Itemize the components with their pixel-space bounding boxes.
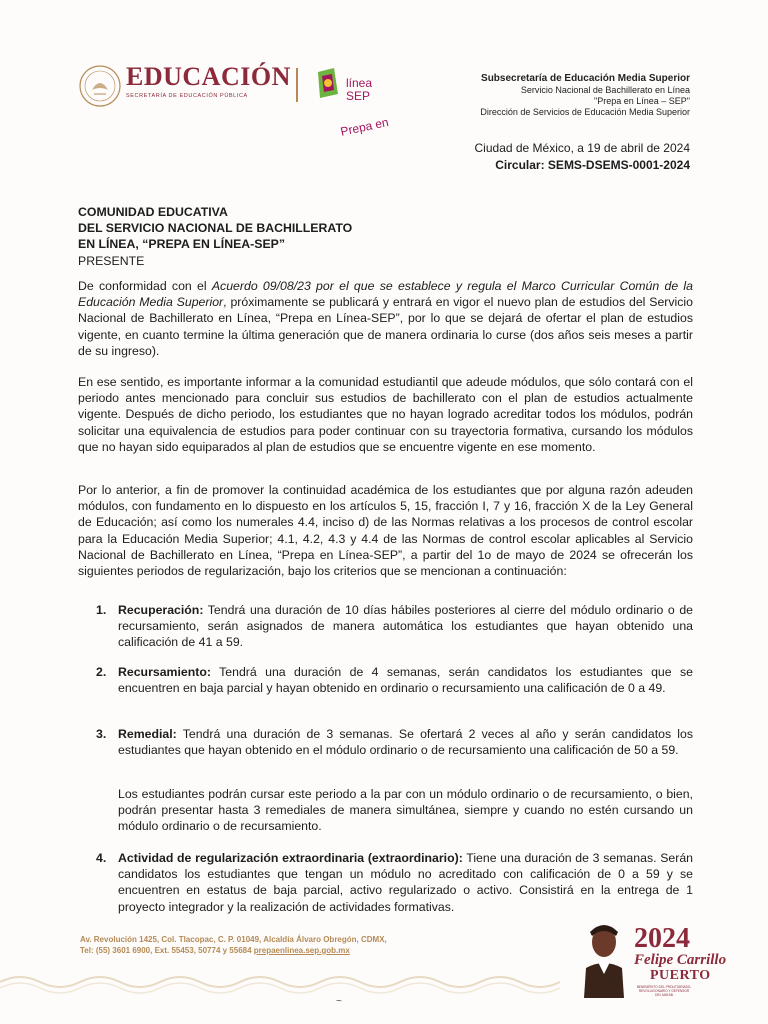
emblem-surname: PUERTO bbox=[650, 968, 711, 983]
prepa-logo-line-2: línea bbox=[346, 76, 373, 90]
paragraph-3: Por lo anterior, a fin de promover la continuidad académica de los estudiantes que por alguna razón adeuden módulos, con fundamento en lo dispuesto en los artículos 5, 15, fracción I, 7 y 16, fracción X de la Ley General de Educación; así como los numerales 4.4, inciso d) de las Normas relativas a los procesos de control escolar para la Educación Media Superior; 4.1, 4.2, 4.3 y 4.4 de las Normas de control escolar aplicables al Servicio Nacional de Bachillerato en Línea, “Prepa en Línea-SEP”, a partir del 1o de mayo de 2024 se ofrecerán los siguientes periodos de regularización, bajo los criterios que se mencionan a continuación: bbox=[78, 483, 693, 579]
list-item bbox=[96, 850, 693, 915]
list-item-text: Tendrá una duración de 10 días hábiles posteriores al cierre del módulo ordinario o de recursamiento, serán asignados de manera automática los estudiantes que hayan obtenido una calificación de 41 a 59. bbox=[118, 603, 693, 650]
national-seal-icon bbox=[78, 64, 122, 108]
emblem-caption bbox=[634, 985, 694, 997]
list-item-title: Remedial: bbox=[118, 727, 177, 741]
list-item-number: 2. bbox=[96, 665, 107, 679]
prepa-logo-line-1: Prepa en bbox=[339, 114, 390, 139]
list-item-title: Recursamiento: bbox=[118, 665, 211, 679]
date-block bbox=[475, 140, 690, 174]
paragraph-1 bbox=[78, 278, 693, 359]
issuing-office bbox=[480, 72, 690, 118]
list-item-note: Los estudiantes podrán cursar este periodo a la par con un módulo ordinario o de recursamiento, o bien, podrán presentar hasta 3 remediales de manera simultánea, siempre y cuando no estén cursando un módulo ordinario o de recursamiento. bbox=[118, 787, 693, 834]
list-item-title: Recuperación: bbox=[118, 603, 204, 617]
list-item-content bbox=[118, 664, 693, 696]
list-item bbox=[96, 664, 693, 696]
addressee-line: EN LÍNEA, “PREPA EN LÍNEA-SEP” bbox=[78, 237, 286, 252]
agreement-reference: Acuerdo 09/08/23 por el que se establece y regula el Marco Curricular Común de la Educación Media Superior bbox=[78, 279, 693, 310]
footer-contact bbox=[80, 934, 387, 956]
circular-number: Circular: SEMS-DSEMS-0001-2024 bbox=[495, 158, 690, 172]
issuing-office-line: "Prepa en Línea – SEP" bbox=[594, 96, 690, 106]
prepa-badge-icon bbox=[314, 66, 342, 100]
presente-label: PRESENTE bbox=[78, 253, 145, 268]
educacion-logo bbox=[126, 62, 291, 99]
logo-divider bbox=[296, 68, 298, 102]
emblem-year: 2024 bbox=[634, 923, 690, 954]
prepa-logo-line-3: SEP bbox=[346, 89, 371, 103]
footer-address: Av. Revolución 1425, Col. Tlacopac, C. P. 01049, Alcaldía Álvaro Obregón, CDMX, bbox=[80, 935, 387, 944]
portrait-icon bbox=[578, 918, 628, 998]
list-item-text: Tendrá una duración de 3 semanas. Se ofertará 2 veces al año y serán candidatos los estudiantes que hayan obtenido en el módulo ordinario o de recursamiento una calificación de 50 a 59. bbox=[118, 727, 693, 758]
list-item-text: Tendrá una duración de 4 semanas, serán candidatos los estudiantes que se encuentren en baja parcial y hayan obtenido en ordinario o recursamiento una calificación de 0 a 49. bbox=[118, 665, 693, 696]
list-item-content bbox=[118, 602, 693, 651]
addressee-line: DEL SERVICIO NACIONAL DE BACHILLERATO bbox=[78, 221, 353, 236]
emblem-caption-line: DEL MAYAB bbox=[655, 993, 673, 997]
page-mark: ~ bbox=[336, 996, 342, 1007]
issuing-office-title: Subsecretaría de Educación Media Superior bbox=[481, 73, 690, 84]
footer-url-link[interactable]: prepaenlinea.sep.gob.mx bbox=[253, 946, 350, 955]
list-item-text: Tiene una duración de 3 semanas. Serán candidatos los estudiantes que tengan un módulo no acreditado con calificación de 0 a 59 y se encuentren en estatus de baja parcial, activo regularizado o activo. Consistirá en la entrega de 1 proyecto integrador y la realización de actividades formativas. bbox=[118, 851, 694, 914]
footer-phone: Tel: (55) 3601 6900, Ext. 55453, 50774 y 55684 bbox=[80, 946, 254, 955]
paragraph-1-start: De conformidad con el bbox=[78, 279, 212, 293]
emblem-caption-line: REVOLUCIONARIO Y DEFENSOR bbox=[638, 989, 690, 993]
paragraph-1-rest: , próximamente se publicará y entrará en vigor el nuevo plan de estudios del Servicio Nacional de Bachillerato en Línea, “Prepa en Línea-SEP”, por lo que se dejará de ofertar el plan de estudios vigente, en cuanto termine la última generación que de manera ordinaria lo curse (dos años seis meses a partir de su ingreso). bbox=[78, 295, 693, 358]
paragraph-2: En ese sentido, es importante informar a la comunidad estudiantil que adeude módulos, que sólo contará con el periodo antes mencionado para concluir sus estudios de bachillerato con el plan de estudios actualmente vigente. Después de dicho periodo, los estudiantes que no hayan logrado acreditar todos los módulos, podrán solicitar una equivalencia de estudios para poder continuar con su trayectoria formativa, cursando los módulos que no hayan sido equiparados al plan de estudios que se encuentre vigente en ese momento. bbox=[78, 375, 693, 454]
list-item-content bbox=[118, 726, 693, 758]
list-item bbox=[96, 726, 693, 758]
addressee-line: COMUNIDAD EDUCATIVA bbox=[78, 205, 228, 219]
list-item-number: 4. bbox=[96, 851, 107, 865]
issuing-office-line: Servicio Nacional de Bachillerato en Línea bbox=[520, 85, 690, 95]
emblem-name: Felipe Carrillo bbox=[634, 952, 727, 968]
list-item bbox=[96, 602, 693, 651]
issuing-office-line: Dirección de Servicios de Educación Media Superior bbox=[480, 107, 690, 117]
date-line: Ciudad de México, a 19 de abril de 2024 bbox=[474, 141, 690, 155]
footer-phone-line bbox=[80, 945, 387, 956]
list-item-number: 1. bbox=[96, 603, 107, 617]
prepa-en-linea-logo bbox=[312, 60, 390, 139]
list-item-number: 3. bbox=[96, 727, 107, 741]
list-item-title: Actividad de regularización extraordinaria (extraordinario): bbox=[118, 851, 463, 865]
list-item-content bbox=[118, 850, 693, 915]
emblem-caption-line: BENEMÉRITO DEL PROLETARIADO, bbox=[636, 985, 692, 989]
sep-subtitle: SECRETARÍA DE EDUCACIÓN PÚBLICA bbox=[126, 93, 248, 99]
addressee bbox=[78, 204, 693, 269]
educacion-wordmark: EDUCACIÓN bbox=[126, 62, 291, 91]
